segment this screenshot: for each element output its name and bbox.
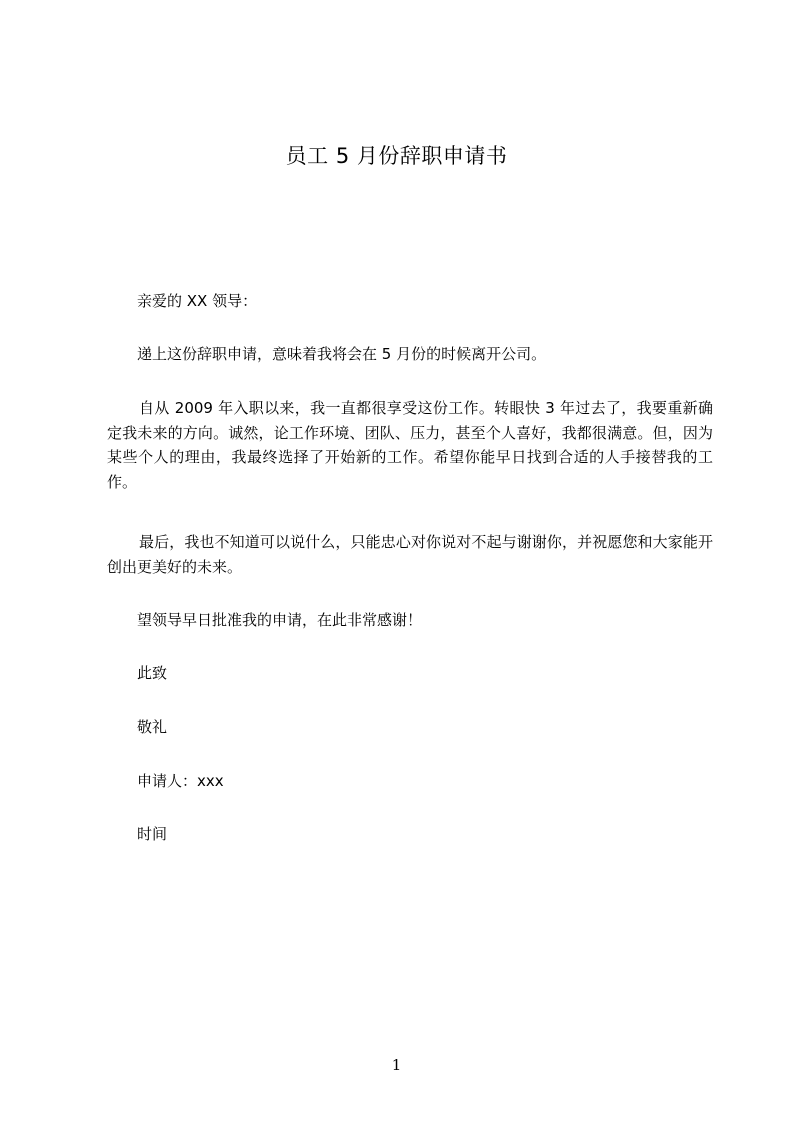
paragraph-3: 最后，我也不知道可以说什么，只能忠心对你说对不起与谢谢你，并祝愿您和大家能开创出更美好的未来。 bbox=[107, 533, 713, 576]
paragraph-1: 递上这份辞职申请，意味着我将会在 5 月份的时候离开公司。 bbox=[137, 345, 547, 363]
paragraph-4: 望领导早日批准我的申请，在此非常感谢！ bbox=[137, 611, 423, 629]
page-number: 1 bbox=[391, 1056, 402, 1074]
applicant-line: 申请人：xxx bbox=[137, 772, 224, 790]
paragraph-2: 自从 2009 年入职以来，我一直都很享受这份工作。转眼快 3 年过去了，我要重新确定我未来的方向。诚然，论工作环境、团队、压力，甚至个人喜好，我都很满意。但，因为某些个人的理由，我最终选择了开始新的工作。希望你能早日找到合适的人手接替我的工作。 bbox=[107, 399, 713, 491]
salutation: 亲爱的 XX 领导： bbox=[137, 292, 258, 310]
closing-cizhi: 此致 bbox=[137, 664, 168, 682]
closing-jingli: 敬礼 bbox=[137, 718, 168, 736]
document-title: 员工 5 月份辞职申请书 bbox=[285, 144, 508, 168]
date-label: 时间 bbox=[137, 825, 168, 843]
